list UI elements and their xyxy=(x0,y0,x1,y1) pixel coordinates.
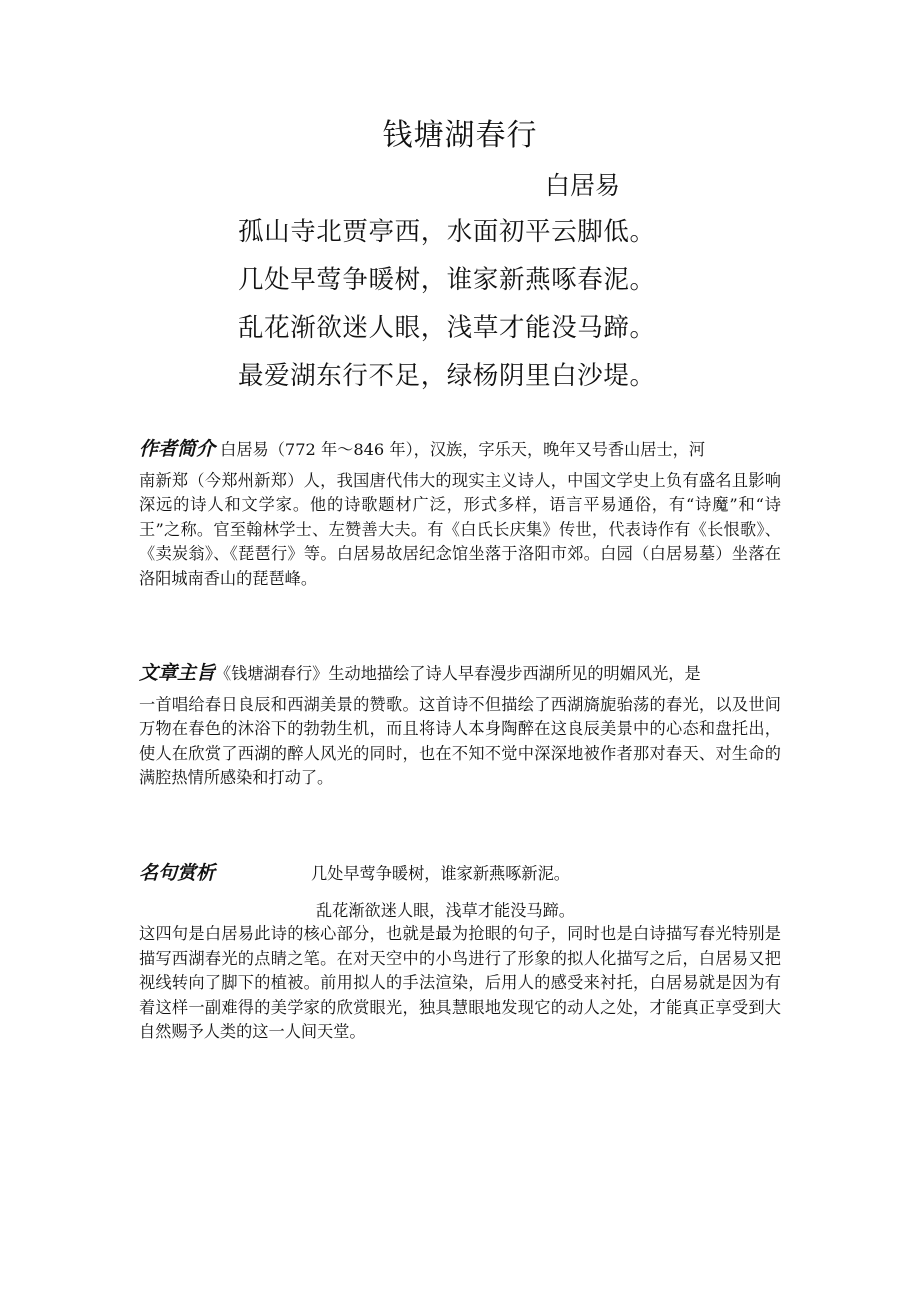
famous-lines-body: 这四句是白居易此诗的核心部分，也就是最为抢眼的句子，同时也是白诗描写春光特别是描写西湖春光的点睛之笔。在对天空中的小鸟进行了形象的拟人化描写之后，白居易又把视线转向了脚下的植被。前用拟人的手法渲染，后用人的感受来衬托，白居易就是因为有着这样一副难得的美学家的欣赏眼光，独具慧眼地发现它的动人之处，才能真正享受到大自然赐予人类的这一人间天堂。 xyxy=(139,924,781,1041)
main-idea-lead: 《钱塘湖春行》生动地描绘了诗人早春漫步西湖所见的明媚风光，是 xyxy=(215,664,701,683)
poem-line-1: 孤山寺北贾亭西，水面初平云脚低。 xyxy=(238,217,656,247)
author-intro-body: 南新郑（今郑州新郑）人，我国唐代伟大的现实主义诗人，中国文学史上负有盛名且影响深远的诗人和文学家。他的诗歌题材广泛，形式多样，语言平易通俗，有“诗魔”和“诗王”之称。官至翰林学士、左赞善大夫。有《白氏长庆集》传世，代表诗作有《长恨歌》、《卖炭翁》、《琵琶行》等。白居易故居纪念馆坐落于洛阳市郊。白园（白居易墓）坐落在洛阳城南香山的琵琶峰。 xyxy=(139,470,781,588)
author-intro-lead: 白居易（772 年～846 年），汉族，字乐天，晚年又号香山居士，河 xyxy=(220,440,706,459)
main-idea-body: 一首唱给春日良辰和西湖美景的赞歌。这首诗不但描绘了西湖旖旎骀荡的春光，以及世间万物在春色的沐浴下的勃勃生机，而且将诗人本身陶醉在这良辰美景中的心态和盘托出，使人在欣赏了西湖的醉人风光的同时，也在不知不觉中深深地被作者那对春天、对生命的满腔热情所感染和打动了。 xyxy=(139,694,781,787)
poem-line-3: 乱花渐欲迷人眼，浅草才能没马蹄。 xyxy=(238,313,656,343)
famous-quote-2: 乱花渐欲迷人眼，浅草才能没马蹄。 xyxy=(316,901,575,920)
main-idea-heading: 文章主旨 xyxy=(139,662,216,684)
famous-lines-section xyxy=(139,922,781,1045)
famous-lines-heading: 名句赏析 xyxy=(139,862,216,884)
poem-line-4: 最爱湖东行不足，绿杨阴里白沙堤。 xyxy=(238,361,656,391)
poem-author: 白居易 xyxy=(545,171,621,200)
poem-line-2: 几处早莺争暖树，谁家新燕啄春泥。 xyxy=(238,265,656,295)
poem-title: 钱塘湖春行 xyxy=(382,118,538,153)
main-idea-first-line xyxy=(139,661,781,687)
author-intro-section xyxy=(139,437,781,591)
author-intro-first-line xyxy=(139,437,781,463)
famous-quote-1: 几处早莺争暖树，谁家新燕啄新泥。 xyxy=(311,864,570,883)
main-idea-section xyxy=(139,661,781,791)
author-intro-heading: 作者简介 xyxy=(139,438,216,460)
